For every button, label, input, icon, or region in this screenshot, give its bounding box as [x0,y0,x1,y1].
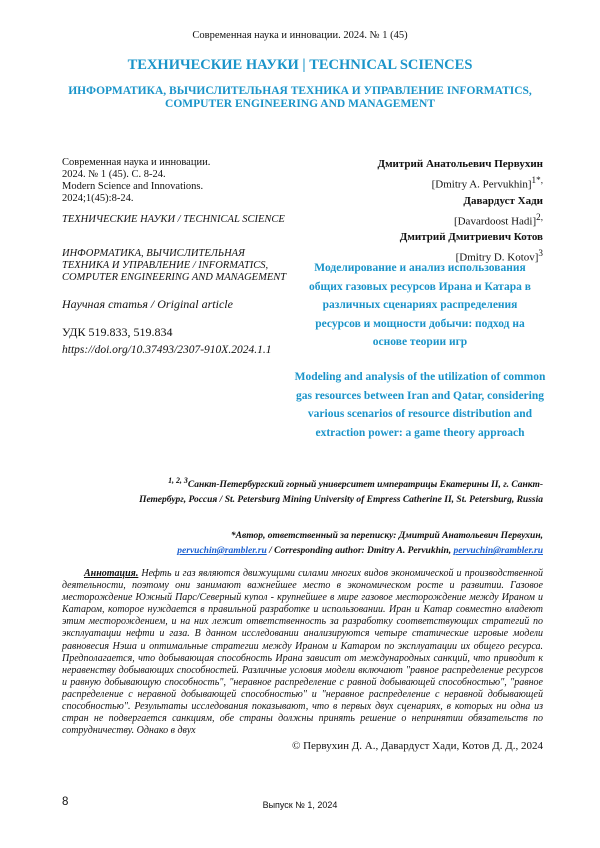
udk-code: УДК 519.833, 519.834 [62,325,173,339]
author-name: Давардуст Хади [463,194,543,207]
copyright-line: © Первухин Д. А., Давардуст Хади, Котов Д. Д., 2024 [292,740,543,752]
section-title: ТЕХНИЧЕСКИЕ НАУКИ | TECHNICAL SCIENCES [127,57,473,73]
author-name: Дмитрий Анатольевич Первухин [377,158,543,170]
doi-link[interactable]: https://doi.org/10.37493/2307-910X.2024.1.1 [62,344,272,356]
abstract-label: Аннотация. [84,568,139,579]
running-header: Современная наука и инновации. 2024. № 1 (45) [192,30,408,41]
correspondence-middle: / Corresponding author: Dmitry A. Pervukhin, [266,546,454,556]
author-latin [293,209,543,230]
author-latin-name: [Davardoost Hadi] [453,215,537,228]
abstract [62,568,543,737]
authors-block [293,156,543,266]
correspondence [130,529,543,559]
email-link[interactable]: pervuchin@rambler.ru [177,546,267,556]
author-latin-name: [Dmitry D. Kotov] [455,251,539,264]
affiliation-text: Санкт-Петербургский горный университет императрицы Екатерины II, г. Санкт-Петербург, Россия / St. Petersburg Mining University of Empress Catherine II, St. Petersburg, Russia [139,480,543,506]
citation-line: Современная наука и инновации. [62,157,211,168]
affiliation [130,473,543,508]
citation-line: 2024;1(45):8-24. [62,193,134,204]
affiliation-sup: 1, 2, 3 [168,476,188,485]
left-subsection-label: ИНФОРМАТИКА, ВЫЧИСЛИТЕЛЬНАЯ ТЕХНИКА И УПРАВЛЕНИЕ / INFORMATICS, COMPUTER ENGINEERING AND MANAGEMENT [62,248,287,283]
citation-line: 2024. № 1 (45). С. 8-24. [62,169,166,180]
author-sup: 1*, [531,175,543,185]
author-name: Дмитрий Дмитриевич Котов [399,231,543,244]
author-sup: 3 [538,248,543,259]
author-sup: 2, [536,211,543,222]
citation-block [62,157,292,205]
email-link-2[interactable]: pervuchin@rambler.ru [453,546,543,556]
subsection-title: ИНФОРМАТИКА, ВЫЧИСЛИТЕЛЬНАЯ ТЕХНИКА И УПРАВЛЕНИЕ INFORMATICS, COMPUTER ENGINEERING AND MANAGEMENT [68,85,532,110]
left-section-label: ТЕХНИЧЕСКИЕ НАУКИ / TECHNICAL SCIENCE [62,214,285,225]
issue-footer: Выпуск № 1, 2024 [262,800,338,810]
abstract-text: Нефть и газ являются движущими силами многих видов экономической и производственной деятельности, поэтому они занимают важнейшее место в экономическом росте и развитии. Газовое месторождение Южный Парс/Северный купол - крупнейшее в мире газовое месторождение между Ираном и Катаром, которое нуждается в правильной разработке и использовании. Иран и Катар совместно владеют этим месторождением, и на них лежит ответственность за разработку соответствующих стратегий по эксплуатации нефти и газа. В данном исследовании анализируются четыре статические игровые модели равновесия Нэша и оптимальные стратегии между Ираном и Катаром по эксплуатации их общего ресурса. Предполагается, что добывающая способность Ирана зависит от международных санкций, что приводит к неравенству добывающих способностей. Различные условия модели включают "равное распределение ресурсов и равную добывающую способность", "неравное распределение с равной добывающей способностью", "равное распределение с неравной добывающей способностью" и "неравное распределение с неравной добывающей способностью". Результаты исследования показывают, что в первых двух сценариях, в которых ни одна из стран не подвергается санкциям, обе страны должны принять решение о непринятии обязательств по сотрудничеству. Однако в двух [62,568,543,737]
citation-line: Modern Science and Innovations. [62,181,204,192]
correspondence-prefix: *Автор, ответственный за переписку: Дмитрий Анатольевич Первухин, [230,531,543,541]
article-title-ru: Моделирование и анализ использования общих газовых ресурсов Ирана и Катара в различных сценариях распределения ресурсов и мощности добычи: подход на основе теории игр [309,262,531,348]
article-title-en: Modeling and analysis of the utilization of common gas resources between Iran and Qatar, considering various scenarios of resource distribution and extraction power: a game theory approach [294,371,546,439]
author-latin-name: [Dmitry A. Pervukhin] [431,178,532,191]
page-number: 8 [62,796,69,808]
author-latin [293,172,543,193]
article-type: Научная статья / Original article [62,297,233,311]
